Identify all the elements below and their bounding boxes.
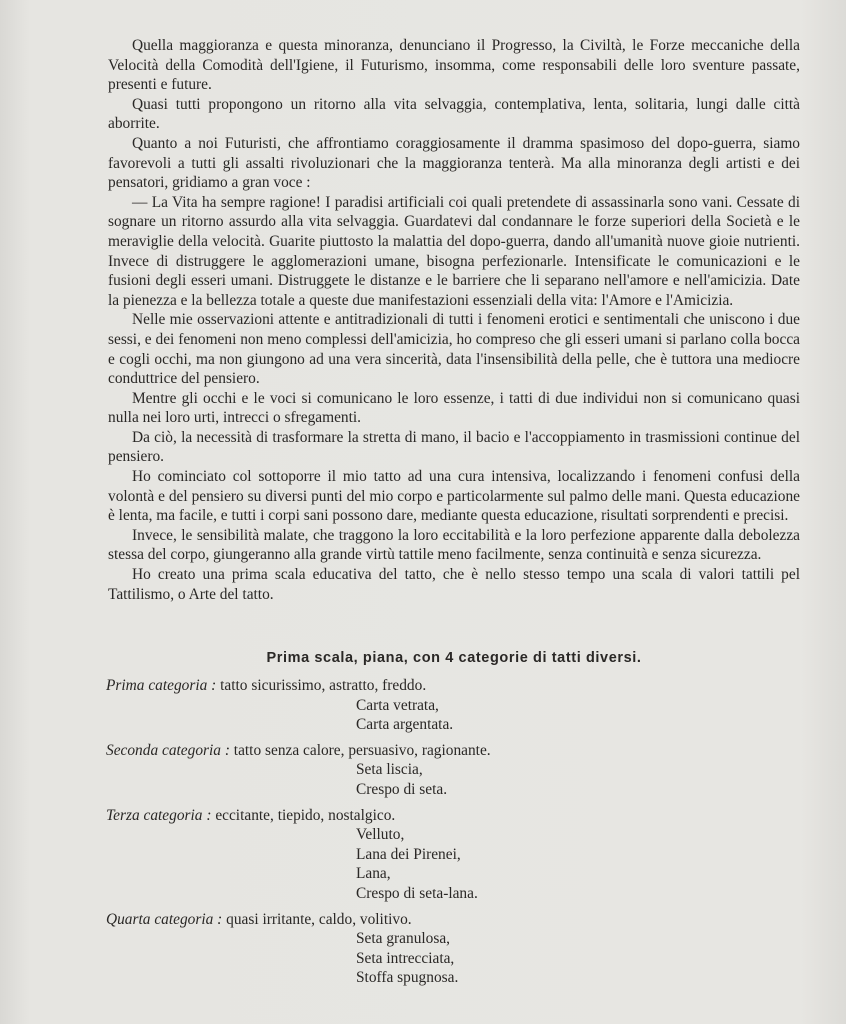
paragraph: Da ciò, la necessità di trasformare la stretta di mano, il bacio e l'accoppiamento in trasmissioni continue del pensiero. bbox=[108, 428, 800, 466]
category bbox=[106, 741, 806, 800]
category-list bbox=[106, 676, 806, 994]
category-description: tatto sicurissimo, astratto, freddo. bbox=[216, 677, 427, 694]
paragraph: — La Vita ha sempre ragione! I paradisi artificiali coi quali pretendete di assassinarla sono vani. Cessate di sognare un ritorno assurdo alla vita selvaggia. Guardatevi dal condannare le forze superiori della Società e le meraviglie della velocità. Guarite piuttosto la malattia del dopo-guerra, dando all'umanità nuove gioie nutrienti. Invece di distruggere le agglomerazioni umane, bisogna perfezionarle. Intensificate le comunicazioni e le fusioni degli esseri umani. Distruggete le distanze e le barriere che li separano nell'amore e nell'amicizia. Date la pienezza e la bellezza totale a queste due manifestazioni essenziali della vita: l'Amore e l'Amicizia. bbox=[108, 193, 800, 309]
category bbox=[106, 676, 806, 735]
category-name: Prima categoria : bbox=[106, 677, 217, 694]
paragraph: Ho cominciato col sottoporre il mio tatto ad una cura intensiva, localizzando i fenomeni confusi della volontà e del pensiero su diversi punti del mio corpo e particolarmente sul palmo delle mani. Questa educazione è lenta, ma facile, e tutti i corpi sani possono dare, mediante questa educazione, risultati sorprendenti e precisi. bbox=[108, 468, 800, 525]
category-item: Lana dei Pirenei, bbox=[356, 845, 461, 863]
paragraph: Quasi tutti propongono un ritorno alla vita selvaggia, contemplativa, lenta, solitaria, lungi dalle città aborrite. bbox=[108, 95, 800, 133]
paragraph: Invece, le sensibilità malate, che traggono la loro eccitabilità e la loro perfezione apparente dalla debolezza stessa del corpo, giungeranno alla grande virtù tattile meno facilmente, senza continuità e senza sicurezza. bbox=[108, 526, 800, 564]
paragraph: Quanto a noi Futuristi, che affrontiamo coraggiosamente il dramma spasimoso del dopo-guerra, siamo favorevoli a tutti gli assalti rivoluzionari che la maggioranza tenterà. Ma alla minoranza degli artisti e dei pensatori, gridiamo a gran voce : bbox=[108, 134, 800, 192]
category-item: Seta granulosa, bbox=[356, 930, 451, 948]
paragraph: Quella maggioranza e questa minoranza, denunciano il Progresso, la Civiltà, le Forze meccaniche della Velocità della Comodità dell'Igiene, il Futurismo, insomma, come responsabili delle loro sventure passate, presenti e future. bbox=[108, 37, 800, 94]
category-item: Seta intrecciata, bbox=[356, 949, 455, 967]
category-item: Velluto, bbox=[356, 826, 405, 844]
category-name: Terza categoria : bbox=[106, 806, 212, 824]
paragraph: Ho creato una prima scala educativa del tatto, che è nello stesso tempo una scala di valori tattili pel Tattilismo, o Arte del tatto. bbox=[108, 566, 800, 603]
body-text bbox=[108, 36, 800, 604]
category-item: Lana, bbox=[356, 865, 391, 883]
category-description: quasi irritante, caldo, volitivo. bbox=[222, 910, 412, 928]
category-name: Seconda categoria : bbox=[106, 741, 230, 759]
category-description: tatto senza calore, persuasivo, ragionante. bbox=[229, 741, 491, 759]
category bbox=[106, 806, 806, 904]
paragraph: Nelle mie osservazioni attente e antitradizionali di tutti i fenomeni erotici e sentimentali che uniscono i due sessi, e dei fenomeni non meno complessi dell'amicizia, ho compreso che gli esseri umani si parlano colla bocca e cogli occhi, ma non giungono ad una vera sincerità, data l'insensibilità della pelle, che è tuttora una mediocre conduttrice del pensiero. bbox=[108, 311, 800, 388]
category-name: Quarta categoria : bbox=[106, 910, 223, 928]
paragraph: Mentre gli occhi e le voci si comunicano le loro essenze, i tatti di due individui non si comunicano quasi nulla nei loro urti, intrecci o sfregamenti. bbox=[108, 389, 800, 427]
category-item: Crespo di seta. bbox=[356, 780, 448, 798]
category-description: eccitante, tiepido, nostalgico. bbox=[211, 806, 396, 824]
category-item: Carta vetrata, bbox=[356, 696, 439, 714]
section-heading: Prima scala, piana, con 4 categorie di tatti diversi. bbox=[266, 650, 642, 666]
category bbox=[106, 910, 806, 988]
category-item: Seta liscia, bbox=[356, 761, 423, 779]
category-item: Stoffa spugnosa. bbox=[356, 969, 459, 987]
category-item: Carta argentata. bbox=[356, 716, 454, 734]
category-item: Crespo di seta-lana. bbox=[356, 884, 478, 902]
